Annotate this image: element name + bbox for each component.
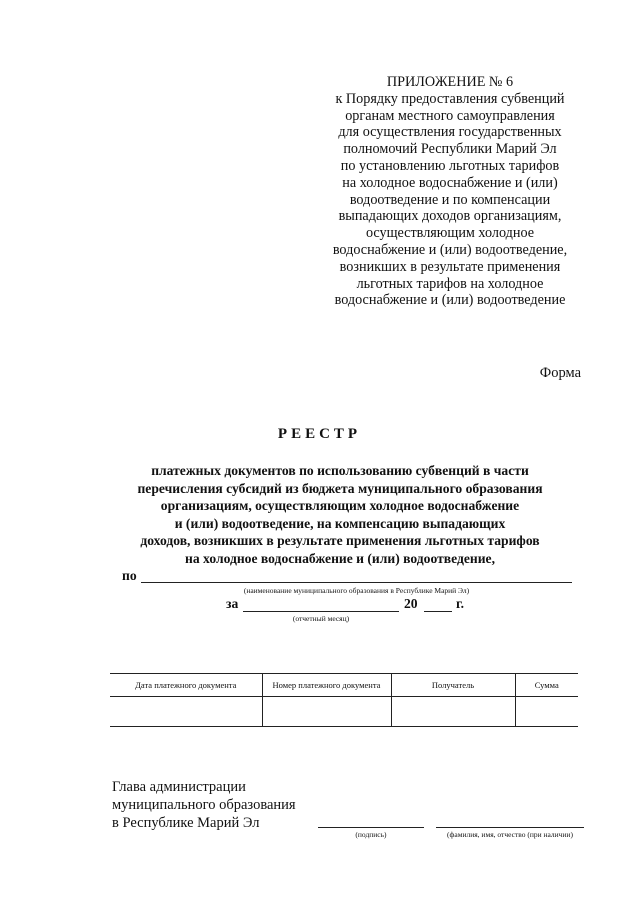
month-blank[interactable] — [243, 611, 399, 612]
year-blank[interactable] — [424, 611, 452, 612]
appendix-line: водоснабжение и (или) водоотведение — [334, 292, 566, 309]
document-title: РЕЕСТР — [277, 426, 362, 442]
municipality-prefix: по — [122, 568, 137, 583]
column-header-date: Дата платежного документа — [110, 674, 262, 697]
year-suffix: г. — [456, 596, 465, 611]
head-of-administration — [112, 778, 296, 832]
cell-number[interactable] — [262, 697, 391, 727]
table-header-row — [110, 674, 578, 697]
appendix-line: возникших в результате применения — [339, 258, 561, 275]
appendix-line: водоснабжение и (или) водоотведение, — [332, 241, 568, 258]
head-title-line: в Республике Марий Эл — [112, 815, 260, 831]
appendix-line: полномочий Республики Марий Эл — [343, 141, 557, 158]
column-header-number: Номер платежного документа — [262, 674, 391, 697]
subtitle-line: и (или) водоотведение, на компенсацию выпадающих — [174, 515, 506, 531]
period-prefix: за — [226, 596, 239, 611]
year-prefix: 20 — [404, 596, 418, 611]
subtitle-line: платежных документов по использованию субвенций в части — [151, 463, 529, 478]
municipality-blank[interactable] — [141, 582, 572, 583]
full-name-blank[interactable] — [436, 827, 584, 828]
appendix-line: органам местного самоуправления — [345, 107, 555, 124]
month-caption: (отчетный месяц) — [292, 614, 350, 623]
appendix-block — [300, 74, 600, 309]
appendix-line: водоотведение и по компенсации — [349, 191, 551, 208]
cell-date[interactable] — [110, 697, 262, 727]
cell-recipient[interactable] — [391, 697, 515, 727]
full-name-caption: (фамилия, имя, отчество (при наличии) — [447, 830, 573, 839]
appendix-line: к Порядку предоставления субвенций — [335, 90, 565, 107]
appendix-line: на холодное водоснабжение и (или) — [342, 174, 558, 191]
municipality-caption: (наименование муниципального образования в Республике Марий Эл) — [243, 586, 470, 595]
appendix-line: для осуществления государственных — [338, 124, 562, 141]
appendix-heading: ПРИЛОЖЕНИЕ № 6 — [386, 74, 514, 90]
column-header-amount: Сумма — [515, 674, 578, 697]
head-title-line: муниципального образования — [112, 797, 296, 813]
form-label: Форма — [539, 365, 581, 381]
head-title-line: Глава администрации — [112, 779, 246, 795]
appendix-line: выпадающих доходов организациям, — [338, 208, 562, 225]
document-subtitle — [80, 462, 600, 568]
signature-blank[interactable] — [318, 827, 424, 828]
subtitle-line: на холодное водоснабжение и (или) водоотведение, — [185, 550, 495, 566]
appendix-line: по установлению льготных тарифов — [340, 157, 560, 174]
table-row — [110, 697, 578, 727]
appendix-line: льготных тарифов на холодное — [356, 275, 544, 292]
subtitle-line: доходов, возникших в результате применения льготных тарифов — [140, 533, 540, 549]
subtitle-line: организациям, осуществляющим холодное водоснабжение — [160, 498, 520, 514]
signature-caption: (подпись) — [355, 830, 387, 839]
registry-table — [110, 673, 578, 727]
cell-amount[interactable] — [515, 697, 578, 727]
subtitle-line: перечисления субсидий из бюджета муниципального образования — [137, 480, 543, 496]
column-header-recipient: Получатель — [391, 674, 515, 697]
appendix-line: осуществляющим холодное — [365, 225, 535, 242]
